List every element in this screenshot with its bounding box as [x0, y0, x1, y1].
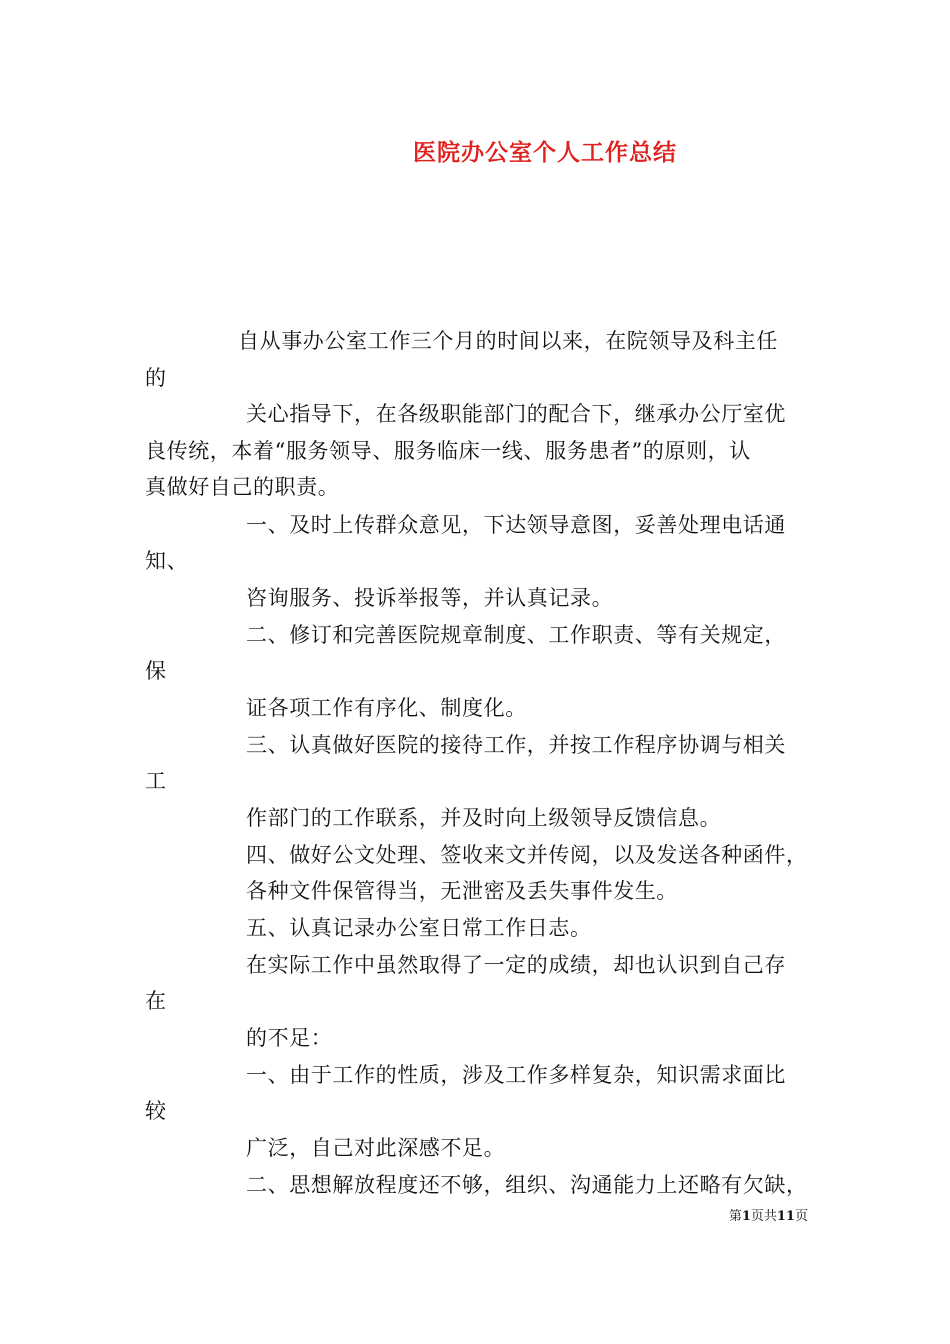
footer-prefix: 第 — [728, 1209, 742, 1224]
body-line: 工 — [145, 769, 167, 793]
body-line: 咨询服务、投诉举报等，并认真记录。 — [246, 586, 614, 610]
body-line: 在 — [145, 989, 167, 1013]
body-line: 三、认真做好医院的接待工作，并按工作程序协调与相关 — [246, 733, 786, 757]
body-line: 在实际工作中虽然取得了一定的成绩，却也认识到自己存 — [246, 953, 786, 977]
body-line: 二、思想解放程度还不够，组织、沟通能力上还略有欠缺， — [246, 1173, 808, 1197]
footer-page-number: 1 — [741, 1209, 751, 1224]
body-line: 一、由于工作的性质，涉及工作多样复杂，知识需求面比 — [246, 1063, 786, 1087]
body-line: 较 — [145, 1099, 167, 1123]
body-line: 的 — [145, 366, 167, 390]
body-line: 广泛，自己对此深感不足。 — [246, 1136, 506, 1160]
body-line: 的不足： — [246, 1026, 333, 1050]
body-line: 四、做好公文处理、签收来文并传阅，以及发送各种函件， — [246, 843, 808, 867]
footer-total-pages: 11 — [776, 1209, 795, 1224]
body-line: 作部门的工作联系，并及时向上级领导反馈信息。 — [246, 806, 722, 830]
footer-middle: 页共 — [750, 1209, 777, 1224]
body-line: 二、修订和完善医院规章制度、工作职责、等有关规定， — [246, 623, 786, 647]
body-line: 五、认真记录办公室日常工作日志。 — [246, 916, 592, 940]
page-number-footer — [729, 1205, 808, 1224]
body-line: 一、及时上传群众意见，下达领导意图，妥善处理电话通 — [246, 513, 786, 537]
body-line: 保 — [145, 659, 167, 683]
body-line: 关心指导下，在各级职能部门的配合下，继承办公厅室优 — [246, 402, 786, 426]
body-line: 真做好自己的职责。 — [145, 475, 340, 499]
footer-suffix: 页 — [794, 1209, 808, 1224]
body-line: 各种文件保管得当，无泄密及丢失事件发生。 — [246, 879, 678, 903]
body-line: 知、 — [145, 549, 189, 573]
document-title: 医院办公室个人工作总结 — [413, 139, 677, 166]
body-line: 良传统，本着“服务领导、服务临床一线、服务患者”的原则，认 — [145, 439, 751, 463]
body-line: 证各项工作有序化、制度化。 — [246, 696, 527, 720]
body-line: 自从事办公室工作三个月的时间以来，在院领导及科主任 — [238, 329, 778, 353]
